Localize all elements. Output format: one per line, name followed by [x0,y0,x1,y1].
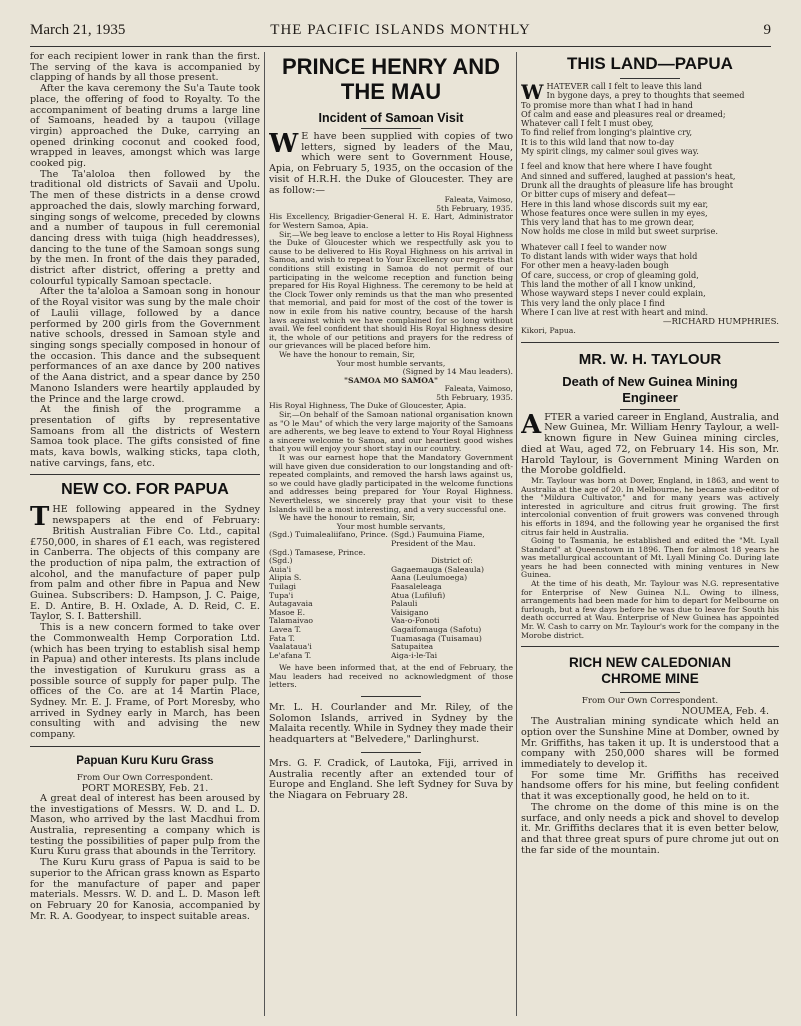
signatory: Tuilagi [269,581,296,591]
headline-taylour: MR. W. H. TAYLOUR [578,350,722,368]
column-divider [264,52,265,1016]
poem-place: Kikori, Papua. [521,326,576,336]
subheadline [521,374,779,406]
header-rule [30,46,771,47]
signatory: Alipia S. [269,573,302,583]
subheadline-line: Death of New Guinea Mining [562,373,738,389]
poem-line: To distant lands with wider ways that hold [521,251,698,262]
signatory: Le'afana T. [269,650,312,660]
headline-prince-henry [269,54,513,104]
headline-this-land: THIS LAND—PAPUA [567,54,733,73]
poem-line: HATEVER call I felt to leave this land [546,81,702,91]
paragraph: The Australian mining syndicate which held an option over the Sunshine Mine at Domber, owned by Mr. Griffiths, has taken it up. It is understood that a company with 250,000 shares will be formed immediately to develop it. [521,716,779,771]
column-right [521,52,779,1012]
divider [620,78,680,79]
signatory: Palauli [391,599,418,609]
signatory: Tupa'i [269,590,294,600]
headline-line: CHROME MINE [601,671,699,687]
poem-line: This very land the only place I find [521,297,666,308]
signatory: Vaalataua'i [269,642,312,652]
paragraph: The Ta'aloloa then followed by the traditional old districts of Savaii and Upolu. The men of these districts in a dense crowd approached the dais, slowly marching forward, singing songs of welcome, preceded by clowns and a number of taupous in full ceremonial dancing dress with tuiga (high headdresses), dancing to the tune of the Samoan songs sung by the men. In front of the dais they paraded, district after district, offering a pretty and colourful typically Samoan spectacle. [30,168,260,287]
poem-line: This very land that has to me grown dear, [521,217,695,228]
subheadline: Incident of Samoan Visit [318,111,464,125]
paragraph: We have been informed that, at the end of February, the Mau leaders had received no acknowledgment of those letters. [269,663,513,690]
letter-body: Sir,—On behalf of the Samoan national organisation known as "O le Mau" of which the very large majority of the Samoans are adherents, we beg leave to extend to Your Royal Highness a sincere welcome to Samoa, and our heartiest good wishes that you will enjoy your short stay in our country. [269,410,513,454]
signatory: Atua (Lufilufi) [391,590,446,600]
motto: "SAMOA MO SAMOA" [344,375,438,385]
signatory: Gagaifomauga (Safotu) [391,624,482,634]
paragraph: After the ta'aloloa a Samoan song in honour of the Royal visitor was sung by the male choir of Laulii village, followed by a dance performed by 200 girls from the Government native schools, dressed in Samoan style and singing songs specially composed in honour of the occasion. This dance and the subsequent performances of an axe dance by 200 natives of the Aana district, and a spear dance by 250 Manono Islanders were heartily applauded by the Prince and the large crowd. [30,286,260,405]
letter-date: 5th February, 1935. [436,392,513,402]
paragraph: At the time of his death, Mr. Taylour was N.G. representative for Enterprise of New Guinea N.L. Owing to illness, arrangements had been made for him to depart for Melbourne on furlough, but a few days before he was due to leave for South his death occurred at Wau. Enterprise of New Guinea has appointed Mr. W. Cash to carry on Mr. Taylour's work for the company in the Morobe district. [521,579,779,640]
news-item: Mrs. G. F. Cradick, of Lautoka, Fiji, arrived in Australia recently after an extended tour of Europe and England. She left Sydney for Suva by the Niagara on February 28. [269,757,513,801]
paragraph: At the finish of the programme a presentation of gifts by representative Samoans from all the districts of Western Samoa took place. The gifts consisted of fine mats, kava bowls, walking sticks, tapa cloth, native carvings, fans, etc. [30,404,260,469]
signatory: Autagavaia [269,599,313,609]
headline-line: PRINCE HENRY AND [282,54,500,79]
letter-signature: (Signed by 14 Mau leaders). [402,367,513,377]
poem-author: —RICHARD HUMPHRIES. [662,317,779,328]
headline-new-co: NEW CO. FOR PAPUA [61,481,229,499]
paragraph: Mr. Taylour was born at Dover, England, in 1863, and went to Australia at the age of 20. In Melbourne, he became sub-editor of the "Mildura Cultivator," and for many years was actively interested in agriculture and citrus fruit growing. The first intercolonial convention of fruit growers was convened through his efforts in 1894, and the following year he organised the first citrus fair held in Australia. [521,475,779,537]
letter-place: Faleata, Vaimoso, [444,384,513,394]
signatory: (Sgd.) Tamasese, Prince. [269,547,366,557]
paragraph: Going to Tasmania, he established and edited the "Mt. Lyall Standard" at Queenstown in 1896. Then for almost 18 years he was metallurgical accountant of Mt. Lyall Mining Co. During late years he had been connected with mining ventures in New Guinea. [521,536,779,580]
signatory: Faasaleleaga [391,581,442,591]
signatory: Vaa-o-Fonoti [391,616,440,626]
signatory: Tuamasaga (Tuisamau) [391,633,482,643]
poem-line: Where I can live at rest with heart and mind. [521,306,709,317]
poem-line: For other men a heavy-laden bough [521,260,669,271]
letter-date: 5th February, 1935. [436,203,513,213]
signatory: Vaisigano [391,607,429,617]
divider [620,692,680,693]
poem-line: Here in this land whose discords suit my ear, [521,198,709,209]
signatory: (Sgd.) Faumuina Fiame, President of the Mau. [391,530,485,548]
drop-cap: W [521,80,544,104]
poem-line: Whatever call I felt I must obey, [521,118,654,129]
drop-cap: T [30,502,50,533]
signatory: (Sgd.) Tuimalealiifano, Prince. [269,530,388,540]
signatory: Auia'i [269,564,292,574]
poem-line: Or bitter cups of misery and defeat— [521,189,676,200]
poem-line: In bygone days, a prey to thoughts that seemed [546,90,745,101]
paragraph: The chrome on the dome of this mine is on the surface, and only needs a pick and shovel to develop it. Mr. Griffiths declares that it is even better below, and that three great spurs of pure chrome jut out on the far side of the mountain. [521,801,779,856]
news-item: Mr. L. H. Courlander and Mr. Riley, of the Solomon Islands, arrived in Sydney by the Malaita recently. While in Sydney they made their headquarters at "Belvedere," Darlinghurst. [269,702,513,746]
signatory-row [269,549,513,558]
signatory: Masoe E. [269,607,306,617]
signatory: Satupaitea [391,642,434,652]
paragraph: This is a new concern formed to take over the Commonwealth Hemp Corporation Ltd. (which has been trying to establish sisal hemp in Papua) and other interests. Its plans include the investigation of Kurukuru grass as a possible source of supply for paper pulp. The offices of the Co. are at 14 Martin Place, Sydney. Mr. E. J. Frame, of Port Moresby, who arrived in Sydney early in March, has been consulting with and advising the new company. [30,622,260,741]
letter-place: Faleata, Vaimoso, [444,195,513,205]
page-number: 9 [763,22,771,38]
letter-address: His Excellency, Brigadier-General H. E. Hart, Administrator for Western Samoa, Apia. [269,212,513,230]
drop-cap: W [269,129,299,159]
page-header [30,22,771,46]
paragraph: for each recipient lower in rank than the first. The serving of the kava is accompanied by clapping of hands by all those present. [30,52,260,84]
issue-date: March 21, 1935 [30,22,126,38]
divider [620,409,680,410]
paragraph: For some time Mr. Griffiths has received handsome offers for his mine, but feeling confident that it was exceptionally good, he held on to it. [521,769,779,803]
signatory: Lavea T. [269,624,302,634]
column-middle [269,52,513,1012]
dateline: PORT MORESBY, Feb. 21. [81,782,209,794]
letter-closing: We have the honour to remain, Sir, [279,513,415,523]
signatory-list [269,531,513,660]
letter-body: Sir,—We beg leave to enclose a letter to His Royal Highness the Duke of Gloucester which we respectfully ask you to cause to be delivered to His Royal Highness on his arrival in Samoa, and wish to repeat to Your Excellency our regrets that conditions still existing in Samoa do not permit of our participating in the welcome reception and function being prepared for His Royal Highness. The ceremony to be held at the Clock Tower only reminds us that the man who presented that memorial, and paid for most of the cost of the tower is now in exile from his native country, because of the harsh laws against which we have complained for so long without avail. We feel confident that should His Royal Highness desire it, the whole of our petitions and prayers for the redress of our grievances will be placed before him. [269,229,513,351]
poem-line: Whatever call I feel to wander now [521,241,667,252]
divider [361,128,421,129]
poem-line: It is to this wild land that now to-day [521,136,674,147]
poem-line: My spirit clings, my calmer soul gives way. [521,146,699,157]
headline-chrome-mine [521,655,779,687]
paragraph: The Kuru Kuru grass of Papua is said to be superior to the African grass known as Esparto for the manufacture of paper and paper materials. Messrs. W. D. and L. D. Mason left on February 20 for Kanosia, accompanied by Mr. R. A. Goodyear, to inspect suitable areas. [30,857,260,922]
column-divider [516,52,517,1016]
paragraph: After the kava ceremony the Su'a Taute took place, the offering of food to Royalty. To the accompaniment of beating drums a large line of Samoans, headed by a taupou (village virgin) approached the Duke, carrying an opened drinking coconut and cooked food, wrapped in leaves, amongst which was large cooked pig. [30,83,260,170]
poem-line: Of care, success, or crop of gleaming gold, [521,269,699,280]
paragraph: A great deal of interest has been aroused by the investigations of Messrs. W. D. and L. D. Mason, who arrived by the last Macdhui from Australia, representing a company which is testing the possibilities of paper pulp from the Kuru Kuru grass that abounds in the Territory. [30,792,260,858]
signatory: Talamaivao [269,616,314,626]
signatory: (Sgd.) [269,556,293,566]
poem-line: Of calm and ease and pleasures real or dreamed; [521,108,726,119]
paragraph: E have been supplied with copies of two letters, signed by leaders of the Mau, which were sent to Government House, Apia, on February 5, 1935, on the occasion of the visit of H.R.H. the Duke of Gloucester. They are as follow:— [269,131,513,196]
divider [361,696,421,697]
signatory: Fata T. [269,633,295,643]
signatory: Aiga-i-le-Tai [391,650,438,660]
poem-line: Whose features once were sullen in my eyes, [521,207,708,218]
poem-line: Drunk all the draughts of pleasure life has brought [521,179,734,190]
correspondent-line: From Our Own Correspondent. [76,772,214,783]
letter-address: His Royal Highness, The Duke of Gloucester, Apia. [269,401,467,411]
poem-line: And sinned and suffered, laughed at passion's heat, [521,170,736,181]
poem-line: To find relief from longing's plaintive cry, [521,127,693,138]
signatory: Aana (Leulumoega) [391,573,468,583]
signatory-row [269,531,513,548]
poem-line: To promise more than what I had in hand [521,99,693,110]
dateline: NOUMEA, Feb. 4. [681,706,769,718]
letter-closing: Your most humble servants, [336,358,446,368]
correspondent-line: From Our Own Correspondent. [581,696,719,707]
poem-line: Whose wayward steps I never could explain, [521,288,706,299]
signatory: Gagaemauga (Saleaula) [391,564,484,574]
poem [521,82,779,317]
paragraph: FTER a varied career in England, Australia, and New Guinea, Mr. William Henry Taylour, a well-known figure in New Guinea mining circles, died at Wau, aged 72, on February 14. His son, Mr. Harold Taylour, is Government Mining Warden on the Morobe goldfield. [521,411,779,477]
paragraph: HE following appeared in the Sydney newspapers at the end of February: British Australian Fibre Co. Ltd., capital £750,000, in shares of £1 each, was registered in Canberra. The objects of this company are the production of nipa palm, the extraction of alcohol, and the manufacture of paper pulp from palm and other fibre in Papua and New Guinea. Subscribers: D. Hampson, J. C. Paige, E. D. Antire, B. H. Oxlade, A. D. Reid, C. E. Taylor, S. I. Battershill. [30,504,260,623]
column-left [30,52,260,1012]
headline-kuru-grass: Papuan Kuru Kuru Grass [76,754,214,767]
signatory-row [269,652,513,661]
subheadline-line: Engineer [622,389,678,405]
letter-closing: Your most humble servants, [336,521,446,531]
headline-line: RICH NEW CALEDONIAN [569,655,731,671]
letter-closing: We have the honour to remain, Sir, [279,349,415,359]
poem-line: This land the mother of all I know unkind, [521,278,696,289]
headline-line: THE MAU [340,79,442,104]
poem-line: Now holds me close in mild but sweet surprise. [521,226,718,237]
publication-title: THE PACIFIC ISLANDS MONTHLY [270,22,531,38]
poem-line: I feel and know that here where I have fought [521,161,712,172]
letter-body: It was our earnest hope that the Mandatory Government will have given due consideration to our longstanding and oft-repeated complaints, and removed the harsh laws against us, so we could have gladly participated in the welcome functions and addresses being prepared for Your Royal Highness. Nevertheless, we sincerely pray that your visit to these Islands will be a most interesting, and a very successful one. [269,453,513,514]
divider [361,752,421,753]
drop-cap: A [521,409,542,440]
signatory: District of: [431,556,473,566]
